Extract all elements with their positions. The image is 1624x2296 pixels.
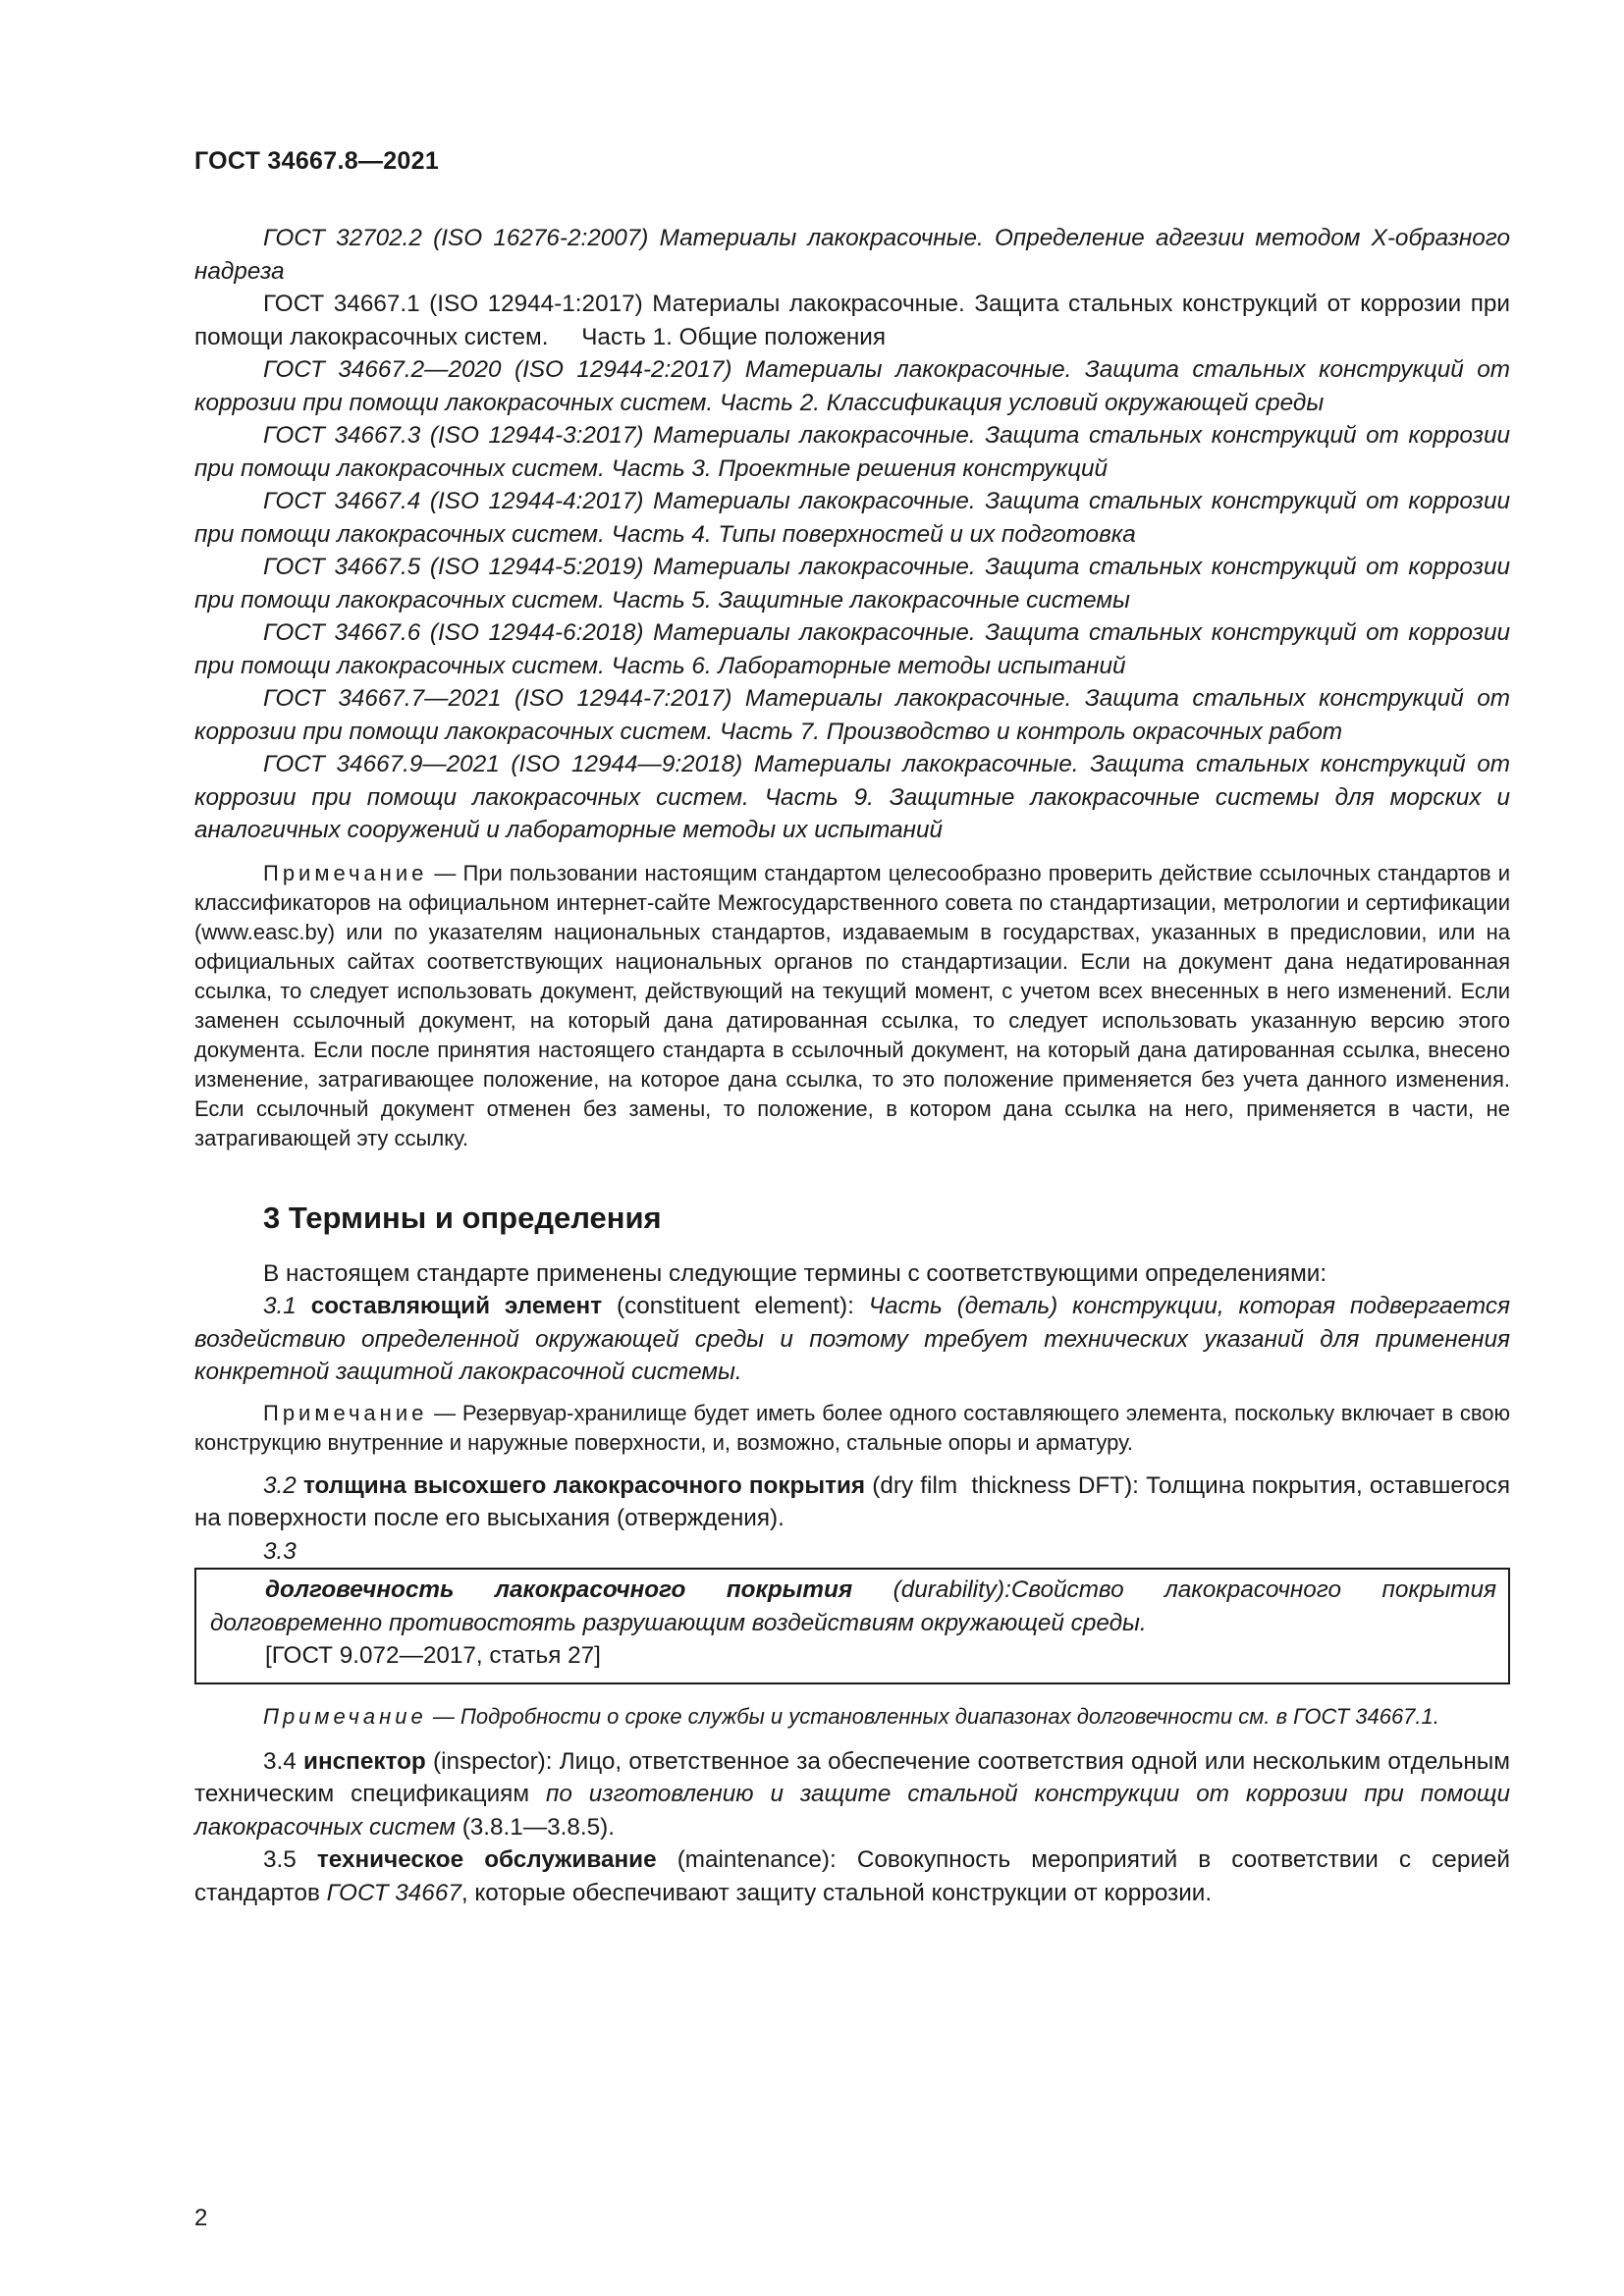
note-label: Примечание: [263, 1400, 428, 1425]
term-definition: Свойство лакокрасочного покрытия долговременно противостоять разрушающим воздействиям окружающей среды.: [210, 1576, 1496, 1636]
term-3-1: [194, 1290, 1510, 1389]
term-english: (maintenance):: [656, 1846, 857, 1873]
term-3-3-source: [ГОСТ 9.072—2017, статья 27]: [265, 1642, 601, 1669]
term-3-1-note: [194, 1399, 1510, 1458]
page-number: 2: [194, 2205, 208, 2231]
term-english: (durability):: [852, 1576, 1011, 1603]
term-definition-tail: , которые обеспечивают защиту стальной конструкции от коррозии.: [460, 1879, 1213, 1906]
term-3-3-number: 3.3: [263, 1537, 297, 1565]
term-name: толщина высохшего лакокрасочного покрытия: [302, 1471, 866, 1499]
term-number: 3.4: [263, 1747, 297, 1775]
term-number: 3.2: [263, 1471, 297, 1499]
note-text: — Подробности о сроке службы и установленных диапазонах долговечности см. в ГОСТ 34667.1.: [426, 1703, 1439, 1729]
reference-gost-34667-4: ГОСТ 34667.4 (ISO 12944-4:2017) Материалы лакокрасочные. Защита стальных конструкций от коррозии при помощи лакокрасочных систем. Часть 4. Типы поверхностей и их подготовка: [194, 488, 1510, 548]
term-name: инспектор: [303, 1747, 426, 1775]
reference-gost-32702-2: ГОСТ 32702.2 (ISO 16276-2:2007) Материалы лакокрасочные. Определение адгезии методом Х-образного надреза: [194, 225, 1510, 285]
page-content: [194, 222, 1517, 1909]
term-definition: Совокупность мероприятий в соответствии с серией стандартов: [194, 1846, 1510, 1906]
reference-gost-34667-1: ГОСТ 34667.1 (ISO 12944-1:2017) Материалы лакокрасочные. Защита стальных конструкций от коррозии при помощи лакокрасочных систем. Часть 1. Общие положения: [194, 291, 1517, 350]
term-english: (inspector):: [425, 1747, 560, 1775]
reference-gost-34667-5: ГОСТ 34667.5 (ISO 12944-5:2019) Материалы лакокрасочные. Защита стальных конструкций от коррозии при помощи лакокрасочных систем. Часть 5. Защитные лакокрасочные системы: [194, 554, 1510, 614]
reference-gost-34667-9: ГОСТ 34667.9—2021 (ISO 12944—9:2018) Материалы лакокрасочные. Защита стальных конструкций от коррозии при помощи лакокрасочных систем. Часть 9. Защитные лакокрасочные системы для морских и аналогичных сооружений и лабораторные методы их испытаний: [194, 751, 1510, 843]
page-header: ГОСТ 34667.8—2021: [194, 147, 440, 175]
term-3-2: [194, 1469, 1510, 1535]
reference-gost-34667-6: ГОСТ 34667.6 (ISO 12944-6:2018) Материалы лакокрасочные. Защита стальных конструкций от коррозии при помощи лакокрасочных систем. Часть 6. Лабораторные методы испытаний: [194, 619, 1510, 679]
references-note: [194, 859, 1510, 1153]
term-3-4: [194, 1745, 1510, 1844]
note-text: — При пользовании настоящим стандартом целесообразно проверить действие ссылочных стандартов и классификаторов на официальном интернет-сайте Межгосударственного совета по стандартизации, метрологии и сертификации (www.easc.by) или по указателям национальных стандартов, издаваемым в государствах, указанных в предисловии, или на официальных сайтах соответствующих национальных органов по стандартизации. Если на документ дана недатированная ссылка, то следует использовать документ, действующий на текущий момент, с учетом всех внесенных в него изменений. Если заменен ссылочный документ, на который дана датированная ссылка, то следует использовать указанную версию этого документа. Если после принятия настоящего стандарта в ссылочный документ, на который дана датированная ссылка, внесено изменение, затрагивающее положение, на которое дана ссылка, то это положение применяется без учета данного изменения. Если ссылочный документ отменен без замены, то положение, в котором дана ссылка на него, применяется в части, не затрагивающей эту ссылку.: [194, 860, 1510, 1150]
term-name: составляющий элемент: [310, 1293, 603, 1319]
term-3-3-box: [194, 1568, 1510, 1684]
term-definition-tail: (3.8.1—3.8.5).: [455, 1813, 615, 1841]
reference-gost-34667-3: ГОСТ 34667.3 (ISO 12944-3:2017) Материалы лакокрасочные. Защита стальных конструкций от коррозии при помощи лакокрасочных систем. Часть 3. Проектные решения конструкций: [194, 422, 1510, 482]
reference-gost-34667-7: ГОСТ 34667.7—2021 (ISO 12944-7:2017) Материалы лакокрасочные. Защита стальных конструкций от коррозии при помощи лакокрасочных систем. Часть 7. Производство и контроль окрасочных работ: [194, 685, 1510, 745]
term-name: долговечность лакокрасочного покрытия: [265, 1576, 853, 1603]
term-english: (constituent element):: [602, 1293, 869, 1319]
note-text: — Резервуар-хранилище будет иметь более одного составляющего элемента, поскольку включает в свою конструкцию внутренние и наружные поверхности, и, возможно, стальные опоры и арматуру.: [194, 1400, 1510, 1455]
term-3-3-note: [194, 1702, 1510, 1732]
section-3-intro: В настоящем стандарте применены следующие термины с соответствующими определениями:: [263, 1259, 1327, 1287]
term-name: техническое обслуживание: [316, 1846, 657, 1873]
reference-gost-34667-2: ГОСТ 34667.2—2020 (ISO 12944-2:2017) Материалы лакокрасочные. Защита стальных конструкций от коррозии при помощи лакокрасочных систем. Часть 2. Классификация условий окружающей среды: [194, 356, 1510, 416]
note-label: Примечание: [263, 860, 428, 885]
term-english: (dry film thickness DFT):: [865, 1471, 1147, 1499]
term-definition: Часть (деталь) конструкции, которая подвергается воздействию определенной окружающей среды и поэтому требует технических указаний для применения конкретной защитной лакокрасочной системы.: [194, 1293, 1510, 1385]
term-3-3: [210, 1574, 1496, 1639]
term-definition-italic: ГОСТ 34667: [326, 1879, 461, 1906]
section-3-heading: 3 Термины и определения: [263, 1200, 662, 1235]
term-number: 3.5: [263, 1846, 297, 1873]
term-definition: Лицо, ответственное за обеспечение соответствия одной или нескольким отдельным техническим спецификациям: [194, 1747, 1510, 1807]
term-definition-italic: по изготовлению и защите стальной конструкции от коррозии при помощи лакокрасочных систем: [194, 1781, 1510, 1841]
term-number: 3.1: [263, 1293, 297, 1319]
note-label: Примечание: [263, 1703, 427, 1729]
term-definition: Толщина покрытия, оставшегося на поверхности после его высыхания (отверждения).: [194, 1471, 1510, 1531]
term-3-5: [194, 1843, 1510, 1909]
